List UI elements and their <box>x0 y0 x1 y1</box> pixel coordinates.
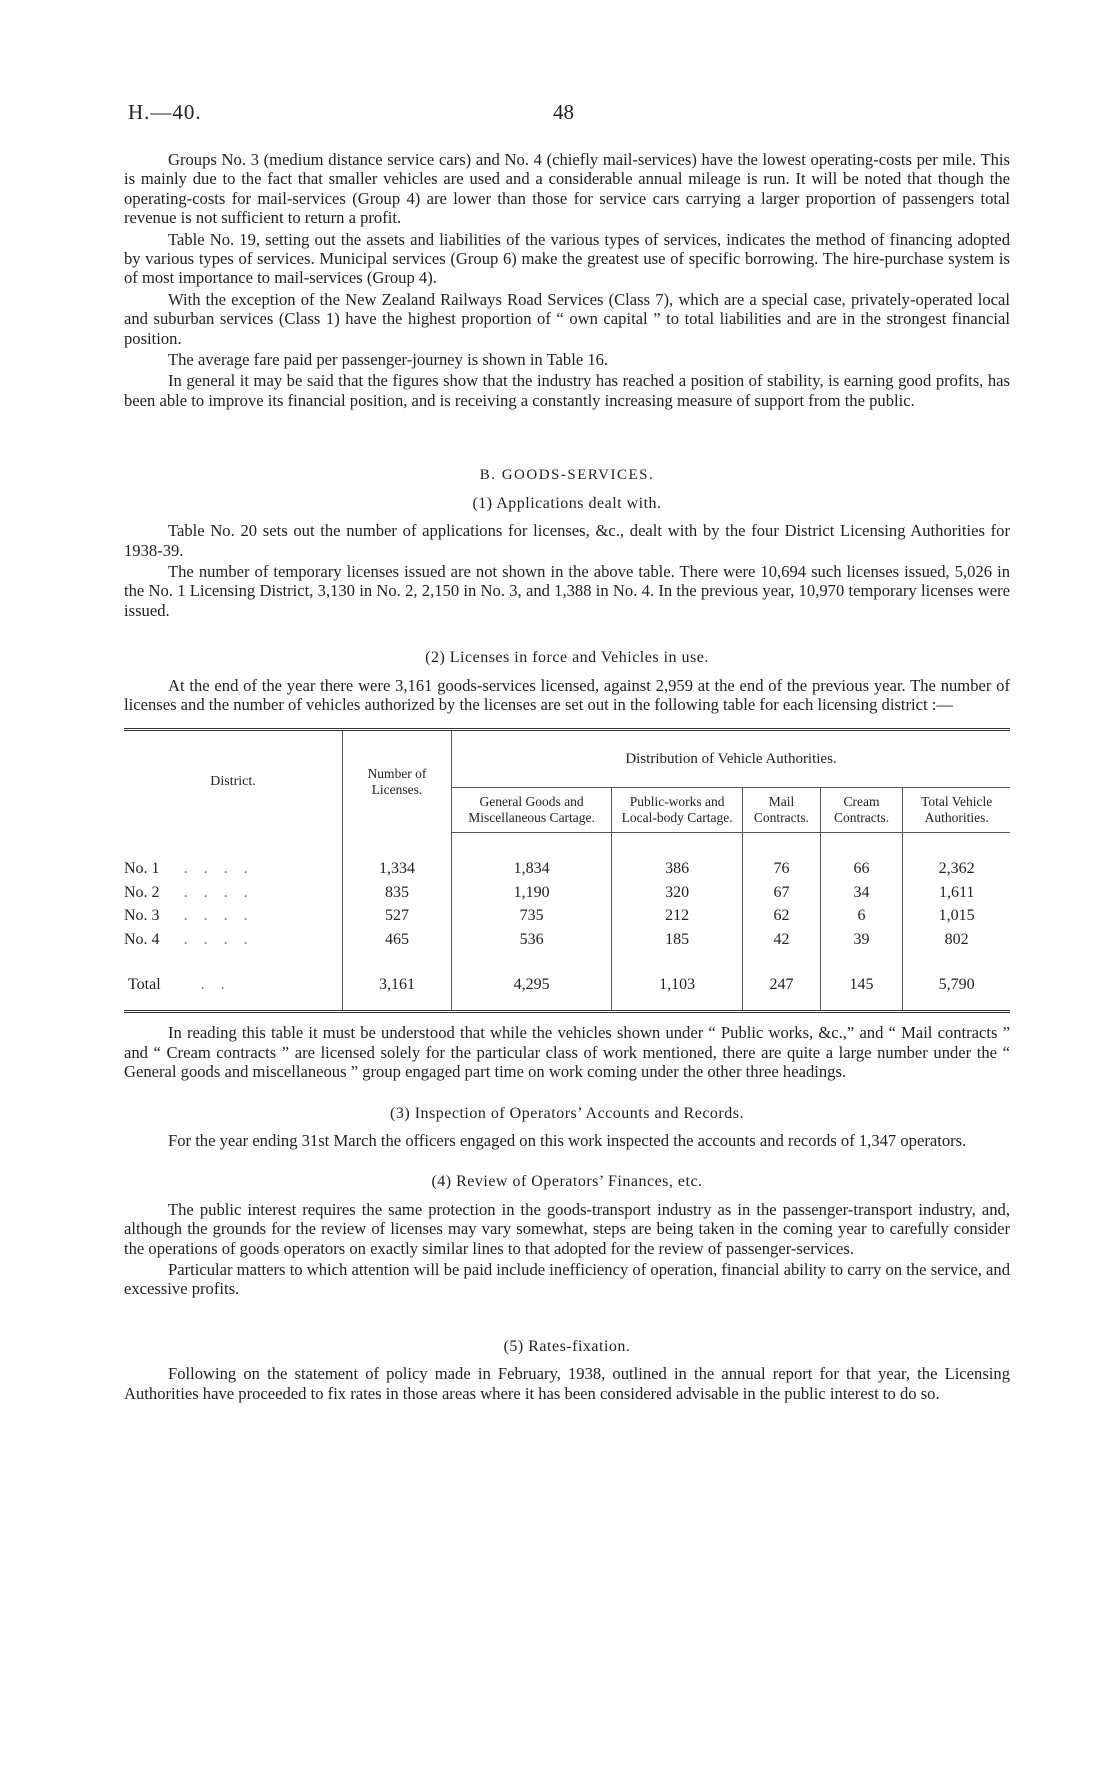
paragraph: For the year ending 31st March the officers engaged on this work inspected the accounts and records of 1,347 operators. <box>168 1131 967 1150</box>
table-cell-cream: 34 <box>820 881 903 904</box>
table-cell-cream: 39 <box>820 928 903 963</box>
table-cell-general: 735 <box>452 904 612 927</box>
paragraph: With the exception of the New Zealand Railways Road Services (Class 7), which are a special case, privately-operated local and suburban services (Class 1) have the highest proportion of “ own capital ” to total liabilities and are in the strongest financial position. <box>124 289 1010 348</box>
table-row <box>124 904 1010 927</box>
page-number: 48 <box>553 100 574 124</box>
table-cell-general: 536 <box>452 928 612 963</box>
table-cell-district: No. 2 . . . . <box>124 883 254 901</box>
table-cell-licenses: 465 <box>343 928 452 963</box>
paragraph: Following on the statement of policy made in February, 1938, outlined in the annual report for that year, the Licensing Authorities have proceeded to fix rates in those areas where it has been considered advisable in the public interest to do so. <box>124 1364 1010 1403</box>
column-header-district: District. <box>124 730 343 833</box>
table-cell-public-works: 212 <box>612 904 743 927</box>
table-cell-mail: 62 <box>743 904 821 927</box>
paragraph: In reading this table it must be understood that while the vehicles shown under “ Public works, &c.,” and “ Mail contracts ” and “ Cream contracts ” are licensed solely for the particular class of work mentioned, there are quite a large number under the “ General goods and miscellaneous ” group engaged part time on work coming under the other three headings. <box>124 1023 1010 1082</box>
document-reference: H.—40. <box>128 100 202 124</box>
table-cell-mail: 67 <box>743 881 821 904</box>
subsection-heading-inspection: (3) Inspection of Operators’ Accounts and Records. <box>390 1104 744 1122</box>
table-cell-general: 1,190 <box>452 881 612 904</box>
table-cell-mail: 42 <box>743 928 821 963</box>
subsection-heading-licenses: (2) Licenses in force and Vehicles in use. <box>425 649 709 667</box>
paragraph: Particular matters to which attention will be paid include inefficiency of operation, financial ability to carry on the service, and excessive profits. <box>124 1260 1010 1299</box>
licenses-table <box>124 728 1010 1013</box>
column-header-mail: Mail Contracts. <box>743 788 821 833</box>
paragraph: In general it may be said that the figures show that the industry has reached a position of stability, is earning good profits, has been able to improve its financial position, and is receiving a constantly increasing measure of support from the public. <box>124 371 1010 410</box>
column-header-public-works: Public-works and Local-body Cartage. <box>612 788 743 833</box>
page-content <box>124 150 1010 1403</box>
table-row <box>124 928 1010 963</box>
table-cell-public-works: 1,103 <box>612 963 743 1012</box>
subsection-heading-applications: (1) Applications dealt with. <box>472 494 662 512</box>
table-cell-total: 1,611 <box>903 881 1010 904</box>
section-title-goods-services: B. GOODS-SERVICES. <box>479 467 655 484</box>
column-header-total: Total Vehicle Authorities. <box>903 788 1010 833</box>
table-total-row <box>124 963 1010 1012</box>
subsection-heading-rates: (5) Rates-fixation. <box>503 1337 631 1355</box>
table-cell-public-works: 185 <box>612 928 743 963</box>
table-cell-public-works: 320 <box>612 881 743 904</box>
table-cell-cream: 6 <box>820 904 903 927</box>
table-cell-licenses: 527 <box>343 904 452 927</box>
table-cell-district: No. 3 . . . . <box>124 907 254 925</box>
table-cell-total-label: Total . . <box>124 963 343 1012</box>
table-cell-licenses: 3,161 <box>343 963 452 1012</box>
subsection-heading-review: (4) Review of Operators’ Finances, etc. <box>431 1173 703 1191</box>
table-cell-general: 4,295 <box>452 963 612 1012</box>
table-cell-district: No. 4 . . . . <box>124 930 254 948</box>
table-cell-cream: 145 <box>820 963 903 1012</box>
paragraph: The number of temporary licenses issued are not shown in the above table. There were 10,694 such licenses issued, 5,026 in the No. 1 Licensing District, 3,130 in No. 2, 2,150 in No. 3, and 1,388 in No. 4. In the previous year, 10,970 temporary licenses were issued. <box>124 561 1010 620</box>
table-cell-district: No. 1 . . . . <box>124 860 254 878</box>
paragraph: At the end of the year there were 3,161 goods-services licensed, against 2,959 at the end of the previous year. The number of licenses and the number of vehicles authorized by the licenses are set out in the following table for each licensing district :— <box>124 675 1010 714</box>
paragraph: Table No. 20 sets out the number of applications for licenses, &c., dealt with by the four District Licensing Authorities for 1938-39. <box>124 521 1010 560</box>
page-header <box>128 100 1008 130</box>
table-row <box>124 833 1010 881</box>
paragraph: The average fare paid per passenger-journey is shown in Table 16. <box>168 350 609 370</box>
paragraph: The public interest requires the same protection in the goods-transport industry as in the passenger-transport industry, and, although the grounds for the review of licenses may vary somewhat, steps are being taken in the coming year to carefully consider the operations of goods operators on exactly similar lines to that adopted for the review of passenger-services. <box>124 1199 1010 1258</box>
table-cell-cream: 66 <box>820 833 903 881</box>
table-cell-public-works: 386 <box>612 833 743 881</box>
column-header-cream: Cream Contracts. <box>820 788 903 833</box>
table-cell-general: 1,834 <box>452 833 612 881</box>
table-cell-total: 1,015 <box>903 904 1010 927</box>
column-header-licenses: Number of Licenses. <box>343 730 452 833</box>
table-cell-mail: 247 <box>743 963 821 1012</box>
paragraph: Table No. 19, setting out the assets and liabilities of the various types of services, indicates the method of financing adopted by various types of services. Municipal services (Group 6) make the greatest use of specific borrowing. The hire-purchase system is of most importance to mail-services (Group 4). <box>124 229 1010 288</box>
table-row <box>124 881 1010 904</box>
table-cell-mail: 76 <box>743 833 821 881</box>
table-cell-licenses: 835 <box>343 881 452 904</box>
table-cell-total: 5,790 <box>903 963 1010 1012</box>
table-cell-total: 802 <box>903 928 1010 963</box>
table-cell-licenses: 1,334 <box>343 833 452 881</box>
column-header-distribution: Distribution of Vehicle Authorities. <box>452 730 1011 788</box>
table-cell-total: 2,362 <box>903 833 1010 881</box>
paragraph: Groups No. 3 (medium distance service cars) and No. 4 (chiefly mail-services) have the lowest operating-costs per mile. This is mainly due to the fact that smaller vehicles are used and a considerable annual mileage is run. It will be noted that though the operating-costs for mail-services (Group 4) are lower than those for service cars carrying a larger proportion of passengers total revenue is not sufficient to return a profit. <box>124 150 1010 228</box>
column-header-general: General Goods and Miscellaneous Cartage. <box>452 788 612 833</box>
